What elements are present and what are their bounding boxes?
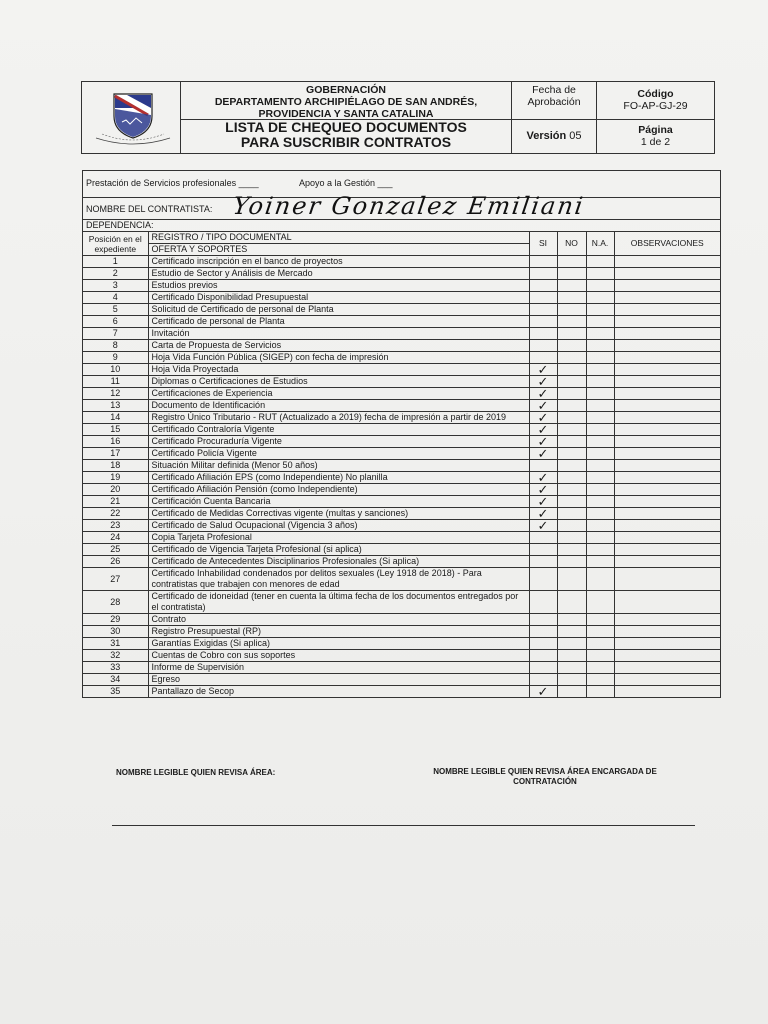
item-number: 1: [83, 256, 148, 268]
si-checkbox[interactable]: ✓: [529, 376, 557, 388]
item-description: Cuentas de Cobro con sus soportes: [148, 650, 529, 662]
item-description: Certificado Inhabilidad condenados por delitos sexuales (Ley 1918 de 2018) - Para contratistas que trabajen con menores de edad: [148, 568, 529, 591]
table-row: [83, 544, 720, 556]
item-description: Pantallazo de Secop: [148, 686, 529, 698]
table-row: [83, 520, 720, 532]
document-checklist-table: [83, 232, 720, 697]
na-checkbox[interactable]: [586, 568, 614, 591]
observaciones-cell[interactable]: [614, 650, 720, 662]
version-cell: [512, 120, 597, 153]
item-description: Certificado Afiliación EPS (como Independiente) No planilla: [148, 472, 529, 484]
item-description: Certificado de Medidas Correctivas vigente (multas y sanciones): [148, 508, 529, 520]
observaciones-cell[interactable]: [614, 544, 720, 556]
apoyo-gestion-field[interactable]: Apoyo a la Gestión ___: [299, 178, 393, 188]
si-checkbox[interactable]: ✓: [529, 686, 557, 698]
table-row: [83, 568, 720, 591]
item-description: Contrato: [148, 614, 529, 626]
observaciones-cell[interactable]: [614, 448, 720, 460]
item-description: Certificación Cuenta Bancaria: [148, 496, 529, 508]
table-header-row: [83, 232, 720, 256]
item-number: 24: [83, 532, 148, 544]
codigo-value: FO-AP-GJ-29: [623, 100, 688, 112]
item-number: 25: [83, 544, 148, 556]
table-row: [83, 496, 720, 508]
item-description: Certificado de personal de Planta: [148, 316, 529, 328]
observaciones-cell[interactable]: [614, 280, 720, 292]
observaciones-cell[interactable]: [614, 686, 720, 698]
observaciones-cell[interactable]: [614, 292, 720, 304]
observaciones-cell[interactable]: [614, 352, 720, 364]
observaciones-cell[interactable]: [614, 256, 720, 268]
item-number: 34: [83, 674, 148, 686]
si-checkbox[interactable]: [529, 568, 557, 591]
item-number: 32: [83, 650, 148, 662]
table-row: [83, 650, 720, 662]
item-description: Diplomas o Certificaciones de Estudios: [148, 376, 529, 388]
reviewer-contratacion-label: NOMBRE LEGIBLE QUIEN REVISA ÁREA ENCARGADA DE CONTRATACIÓN: [433, 767, 657, 786]
si-checkbox[interactable]: ✓: [529, 364, 557, 376]
na-checkbox[interactable]: [586, 591, 614, 614]
observaciones-cell[interactable]: [614, 400, 720, 412]
table-row: [83, 316, 720, 328]
approval-date-cell: [512, 82, 597, 120]
table-row: [83, 400, 720, 412]
table-row: [83, 472, 720, 484]
dependencia-row: [83, 220, 720, 232]
codigo-label: Código: [637, 88, 674, 100]
title-line-1: LISTA DE CHEQUEO DOCUMENTOS: [225, 119, 467, 135]
item-number: 2: [83, 268, 148, 280]
observaciones-cell[interactable]: [614, 532, 720, 544]
org-line-2: DEPARTAMENTO ARCHIPIÉLAGO DE SAN ANDRÉS,: [214, 96, 478, 108]
document-title-cell: [181, 120, 512, 153]
posicion-header: Posición en el expediente: [83, 232, 148, 256]
si-checkbox[interactable]: ✓: [529, 388, 557, 400]
pagina-value: 1 de 2: [640, 136, 671, 148]
prestacion-servicios-field[interactable]: Prestación de Servicios profesionales ____: [86, 178, 259, 188]
item-number: 31: [83, 638, 148, 650]
si-checkbox[interactable]: ✓: [529, 424, 557, 436]
table-row: [83, 626, 720, 638]
observaciones-cell[interactable]: [614, 328, 720, 340]
item-description: Certificado Policía Vigente: [148, 448, 529, 460]
observaciones-cell[interactable]: [614, 556, 720, 568]
item-number: 29: [83, 614, 148, 626]
si-checkbox[interactable]: ✓: [529, 508, 557, 520]
version-label: Versión: [526, 130, 567, 142]
observaciones-header: OBSERVACIONES: [614, 232, 720, 256]
na-header: N.A.: [586, 232, 614, 256]
na-checkbox[interactable]: [586, 556, 614, 568]
item-number: 35: [83, 686, 148, 698]
oferta-soportes-label: OFERTA Y SOPORTES: [151, 244, 248, 254]
si-checkbox[interactable]: ✓: [529, 448, 557, 460]
form-header: [81, 81, 715, 154]
item-number: 28: [83, 591, 148, 614]
item-description: Registro Único Tributario - RUT (Actualizado a 2019) fecha de impresión a partir de 2019: [148, 412, 529, 424]
item-number: 23: [83, 520, 148, 532]
si-checkbox[interactable]: ✓: [529, 520, 557, 532]
item-number: 30: [83, 626, 148, 638]
observaciones-cell[interactable]: [614, 412, 720, 424]
table-row: [83, 556, 720, 568]
observaciones-cell[interactable]: [614, 460, 720, 472]
observaciones-cell[interactable]: [614, 674, 720, 686]
item-description: Certificaciones de Experiencia: [148, 388, 529, 400]
si-checkbox[interactable]: [529, 556, 557, 568]
item-number: 16: [83, 436, 148, 448]
org-line-3: PROVIDENCIA Y SANTA CATALINA: [258, 108, 434, 120]
item-description: Hoja Vida Proyectada: [148, 364, 529, 376]
table-row: [83, 508, 720, 520]
contractor-name-row: [83, 192, 720, 220]
item-description: Garantías Exigidas (Si aplica): [148, 638, 529, 650]
table-row: [83, 484, 720, 496]
no-checkbox[interactable]: [557, 591, 586, 614]
item-number: 6: [83, 316, 148, 328]
item-description: Certificado Disponibilidad Presupuestal: [148, 292, 529, 304]
table-row: [83, 460, 720, 472]
observaciones-cell[interactable]: [614, 340, 720, 352]
na-checkbox[interactable]: [586, 686, 614, 698]
no-header: NO: [557, 232, 586, 256]
item-number: 5: [83, 304, 148, 316]
item-number: 27: [83, 568, 148, 591]
item-number: 3: [83, 280, 148, 292]
item-number: 26: [83, 556, 148, 568]
item-description: Invitación: [148, 328, 529, 340]
si-checkbox[interactable]: ✓: [529, 412, 557, 424]
coat-of-arms-logo: [82, 82, 180, 153]
item-number: 33: [83, 662, 148, 674]
item-number: 9: [83, 352, 148, 364]
si-header: SI: [529, 232, 557, 256]
item-number: 15: [83, 424, 148, 436]
item-description: Certificado de Antecedentes Disciplinarios Profesionales (Si aplica): [148, 556, 529, 568]
checklist-form: [82, 170, 721, 698]
table-row: [83, 436, 720, 448]
item-description: Certificado Contraloría Vigente: [148, 424, 529, 436]
observaciones-cell[interactable]: [614, 568, 720, 591]
observaciones-cell[interactable]: [614, 388, 720, 400]
item-description: Certificado Afiliación Pensión (como Independiente): [148, 484, 529, 496]
si-checkbox[interactable]: ✓: [529, 472, 557, 484]
title-line-2: PARA SUSCRIBIR CONTRATOS: [240, 134, 452, 150]
observaciones-cell[interactable]: [614, 638, 720, 650]
table-row: [83, 412, 720, 424]
observaciones-cell[interactable]: [614, 316, 720, 328]
si-checkbox[interactable]: [529, 591, 557, 614]
item-description: Egreso: [148, 674, 529, 686]
observaciones-cell[interactable]: [614, 364, 720, 376]
table-row: [83, 591, 720, 614]
item-description: Certificado Procuraduría Vigente: [148, 436, 529, 448]
item-number: 19: [83, 472, 148, 484]
observaciones-cell[interactable]: [614, 268, 720, 280]
organization-name-cell: [181, 82, 512, 120]
table-row: [83, 532, 720, 544]
item-description: Certificado de Salud Ocupacional (Vigencia 3 años): [148, 520, 529, 532]
item-number: 17: [83, 448, 148, 460]
no-checkbox[interactable]: [557, 686, 586, 698]
observaciones-cell[interactable]: [614, 304, 720, 316]
item-description: Situación Militar definida (Menor 50 años): [148, 460, 529, 472]
item-number: 20: [83, 484, 148, 496]
contractor-name-handwritten[interactable]: Yoiner Gonzalez Emiliani: [231, 192, 587, 220]
item-number: 12: [83, 388, 148, 400]
observaciones-cell[interactable]: [614, 520, 720, 532]
org-line-1: GOBERNACIÓN: [306, 84, 386, 96]
si-checkbox[interactable]: ✓: [529, 400, 557, 412]
item-number: 11: [83, 376, 148, 388]
observaciones-cell[interactable]: [614, 626, 720, 638]
registro-tipo-label: REGISTRO / TIPO DOCUMENTAL: [149, 232, 529, 244]
table-row: [83, 448, 720, 460]
observaciones-cell[interactable]: [614, 424, 720, 436]
observaciones-cell[interactable]: [614, 496, 720, 508]
item-description: Carta de Propuesta de Servicios: [148, 340, 529, 352]
item-description: Registro Presupuestal (RP): [148, 626, 529, 638]
page-cell: [597, 120, 714, 153]
no-checkbox[interactable]: [557, 556, 586, 568]
table-row: [83, 638, 720, 650]
observaciones-cell[interactable]: [614, 436, 720, 448]
item-description: Documento de Identificación: [148, 400, 529, 412]
item-description: Estudios previos: [148, 280, 529, 292]
table-row: [83, 352, 720, 364]
item-number: 10: [83, 364, 148, 376]
table-row: [83, 614, 720, 626]
pagina-label: Página: [638, 124, 673, 136]
item-number: 22: [83, 508, 148, 520]
table-row: [83, 328, 720, 340]
table-row: [83, 388, 720, 400]
fecha-label-1: Fecha de: [532, 84, 576, 96]
table-row: [83, 364, 720, 376]
observaciones-cell[interactable]: [614, 472, 720, 484]
item-description: Copia Tarjeta Profesional: [148, 532, 529, 544]
item-description: Certificado inscripción en el banco de proyectos: [148, 256, 529, 268]
observaciones-cell[interactable]: [614, 591, 720, 614]
si-checkbox[interactable]: ✓: [529, 496, 557, 508]
item-description: Informe de Supervisión: [148, 662, 529, 674]
table-row: [83, 292, 720, 304]
fecha-label-2: Aprobación: [527, 96, 581, 108]
item-description: Hoja Vida Función Pública (SIGEP) con fecha de impresión: [148, 352, 529, 364]
code-cell: [597, 82, 714, 120]
table-row: [83, 662, 720, 674]
table-row: [83, 674, 720, 686]
table-row: [83, 340, 720, 352]
observaciones-cell[interactable]: [614, 508, 720, 520]
item-number: 21: [83, 496, 148, 508]
table-row: [83, 256, 720, 268]
item-number: 13: [83, 400, 148, 412]
item-description: Certificado de Vigencia Tarjeta Profesional (si aplica): [148, 544, 529, 556]
logo-cell: [82, 82, 181, 153]
item-description: Solicitud de Certificado de personal de Planta: [148, 304, 529, 316]
no-checkbox[interactable]: [557, 568, 586, 591]
reviewer-area-label: NOMBRE LEGIBLE QUIEN REVISA ÁREA:: [116, 768, 276, 777]
item-number: 14: [83, 412, 148, 424]
signature-line: [112, 825, 695, 826]
dependencia-label[interactable]: DEPENDENCIA:: [86, 220, 154, 230]
item-description: Certificado de idoneidad (tener en cuenta la última fecha de los documentos entregados por el contratista): [148, 591, 529, 614]
registro-header: [148, 232, 529, 256]
item-number: 8: [83, 340, 148, 352]
observaciones-cell[interactable]: [614, 614, 720, 626]
observaciones-cell[interactable]: [614, 376, 720, 388]
observaciones-cell[interactable]: [614, 484, 720, 496]
checklist-body: [83, 256, 720, 698]
version-value: 05: [569, 130, 582, 142]
item-number: 7: [83, 328, 148, 340]
item-number: 4: [83, 292, 148, 304]
table-row: [83, 376, 720, 388]
observaciones-cell[interactable]: [614, 662, 720, 674]
table-row: [83, 686, 720, 698]
table-row: [83, 304, 720, 316]
contractor-name-label: NOMBRE DEL CONTRATISTA:: [86, 204, 213, 214]
table-row: [83, 268, 720, 280]
item-description: Estudio de Sector y Análisis de Mercado: [148, 268, 529, 280]
si-checkbox[interactable]: ✓: [529, 484, 557, 496]
si-checkbox[interactable]: ✓: [529, 436, 557, 448]
table-row: [83, 424, 720, 436]
item-number: 18: [83, 460, 148, 472]
table-row: [83, 280, 720, 292]
